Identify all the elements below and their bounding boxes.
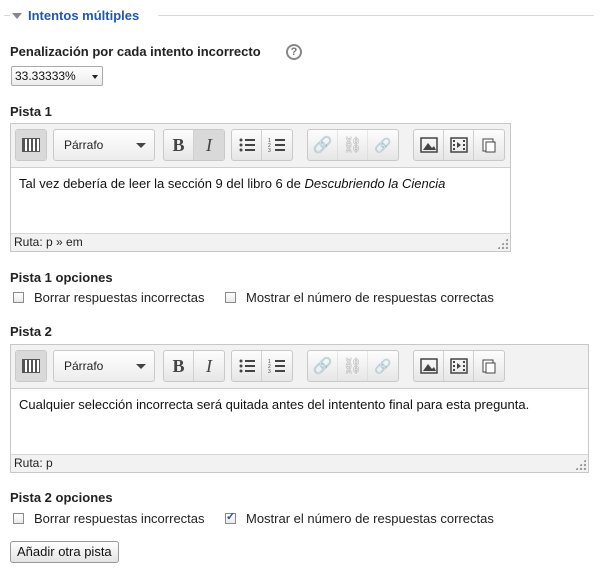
svg-text:3: 3: [268, 369, 271, 374]
keyboard-icon: [22, 138, 40, 152]
bold-button[interactable]: [164, 351, 194, 381]
section-toggle[interactable]: [12, 6, 139, 24]
editor-path: Ruta: p: [11, 454, 588, 472]
anchor-button[interactable]: [368, 130, 398, 160]
hint-2-editor[interactable]: [10, 344, 589, 473]
hint-1-options-label: Pista 1 opciones: [10, 270, 113, 285]
hint-2-show-option[interactable]: [225, 511, 494, 526]
editor-path: Ruta: p » em: [11, 233, 510, 251]
toolbar-group-links: [307, 350, 399, 382]
anchor-icon: 🔗: [374, 357, 392, 374]
hint-2-show-checkbox[interactable]: [225, 513, 236, 524]
chevron-down-icon: [92, 75, 98, 79]
bullet-list-button[interactable]: [232, 130, 262, 160]
toolbar-toggle-button[interactable]: [16, 130, 46, 160]
link-button[interactable]: [308, 351, 338, 381]
hint-1-editor[interactable]: [10, 123, 511, 252]
hint-2-label: Pista 2: [10, 324, 52, 339]
collapse-triangle-icon: [12, 13, 22, 19]
insert-image-button[interactable]: [414, 130, 444, 160]
penalty-select-value: 33.33333%: [15, 69, 76, 83]
hint-1-content[interactable]: [11, 168, 510, 234]
manage-files-button[interactable]: [474, 130, 504, 160]
toolbar-group-media: [413, 129, 505, 161]
bullet-list-icon: [238, 137, 256, 153]
italic-button[interactable]: [194, 130, 224, 160]
svg-text:1: 1: [268, 359, 271, 365]
hint-1-label: Pista 1: [10, 104, 52, 119]
unlink-icon: ⛓: [342, 358, 363, 375]
bold-icon: B: [172, 355, 185, 376]
link-icon: 🔗: [312, 137, 333, 154]
anchor-button[interactable]: [368, 351, 398, 381]
toolbar-group-style: [163, 129, 225, 161]
hint-1-show-label[interactable]: Mostrar el número de respuestas correctas: [246, 290, 494, 305]
penalty-select[interactable]: [11, 66, 103, 86]
unlink-button[interactable]: [338, 130, 368, 160]
link-button[interactable]: [308, 130, 338, 160]
bullet-list-icon: [238, 358, 256, 374]
format-select-value: Párrafo: [64, 138, 104, 152]
chevron-down-icon: [136, 364, 146, 369]
numbered-list-button[interactable]: [262, 130, 292, 160]
numbered-list-button[interactable]: [262, 351, 292, 381]
hint-1-emphasis: Descubriendo la Ciencia: [304, 176, 446, 191]
toolbar-group-lists: [231, 129, 293, 161]
files-icon: [481, 137, 497, 153]
insert-media-button[interactable]: [444, 351, 474, 381]
format-select[interactable]: [53, 129, 155, 161]
hint-2-options-label: Pista 2 opciones: [10, 490, 113, 505]
fieldset-border-left: [4, 15, 10, 16]
toolbar-group-toggle: [15, 129, 47, 161]
toolbar-group-links: [307, 129, 399, 161]
editor-toolbar: [11, 345, 588, 389]
unlink-button[interactable]: [338, 351, 368, 381]
toolbar-toggle-button[interactable]: [16, 351, 46, 381]
insert-image-button[interactable]: [414, 351, 444, 381]
bold-icon: B: [172, 134, 185, 155]
numbered-list-icon: [268, 358, 286, 374]
hint-1-text: Tal vez debería de leer la sección 9 del libro 6 de: [19, 176, 305, 191]
keyboard-icon: [22, 359, 40, 373]
toolbar-group-style: [163, 350, 225, 382]
hint-1-show-option[interactable]: [225, 290, 494, 305]
hint-2-clear-label[interactable]: Borrar respuestas incorrectas: [34, 511, 205, 526]
hint-1-show-checkbox[interactable]: [225, 292, 236, 303]
svg-text:1: 1: [268, 138, 271, 144]
hint-2-clear-option[interactable]: [13, 511, 205, 526]
svg-text:2: 2: [268, 364, 271, 370]
fieldset-border-right: [158, 15, 594, 16]
hint-1-clear-checkbox[interactable]: [13, 292, 24, 303]
files-icon: [481, 358, 497, 374]
svg-text:2: 2: [268, 143, 271, 149]
link-icon: 🔗: [312, 358, 333, 375]
penalty-label: Penalización por cada intento incorrecto: [10, 44, 261, 59]
hint-2-text: Cualquier selección incorrecta será quitada antes del intentento final para esta pregunta.: [19, 397, 530, 412]
hint-1-clear-label[interactable]: Borrar respuestas incorrectas: [34, 290, 205, 305]
bullet-list-button[interactable]: [232, 351, 262, 381]
hint-1-clear-option[interactable]: [13, 290, 205, 305]
hint-2-show-label[interactable]: Mostrar el número de respuestas correctas: [246, 511, 494, 526]
toolbar-group-lists: [231, 350, 293, 382]
format-select[interactable]: [53, 350, 155, 382]
italic-button[interactable]: [194, 351, 224, 381]
insert-media-button[interactable]: [444, 130, 474, 160]
svg-text:3: 3: [268, 148, 271, 153]
anchor-icon: 🔗: [374, 136, 392, 153]
media-icon: [450, 358, 468, 374]
hint-2-content[interactable]: [11, 389, 588, 455]
chevron-down-icon: [136, 143, 146, 148]
toolbar-group-toggle: [15, 350, 47, 382]
editor-toolbar: [11, 124, 510, 168]
media-icon: [450, 137, 468, 153]
help-icon[interactable]: ?: [286, 44, 302, 60]
hint-2-clear-checkbox[interactable]: [13, 513, 24, 524]
italic-icon: I: [206, 355, 212, 376]
format-select-value: Párrafo: [64, 359, 104, 373]
add-hint-button[interactable]: Añadir otra pista: [10, 541, 119, 563]
numbered-list-icon: [268, 137, 286, 153]
toolbar-group-media: [413, 350, 505, 382]
unlink-icon: ⛓: [342, 137, 363, 154]
section-title[interactable]: Intentos múltiples: [28, 7, 140, 23]
italic-icon: I: [206, 134, 212, 155]
manage-files-button[interactable]: [474, 351, 504, 381]
image-icon: [420, 137, 438, 153]
image-icon: [420, 358, 438, 374]
bold-button[interactable]: [164, 130, 194, 160]
